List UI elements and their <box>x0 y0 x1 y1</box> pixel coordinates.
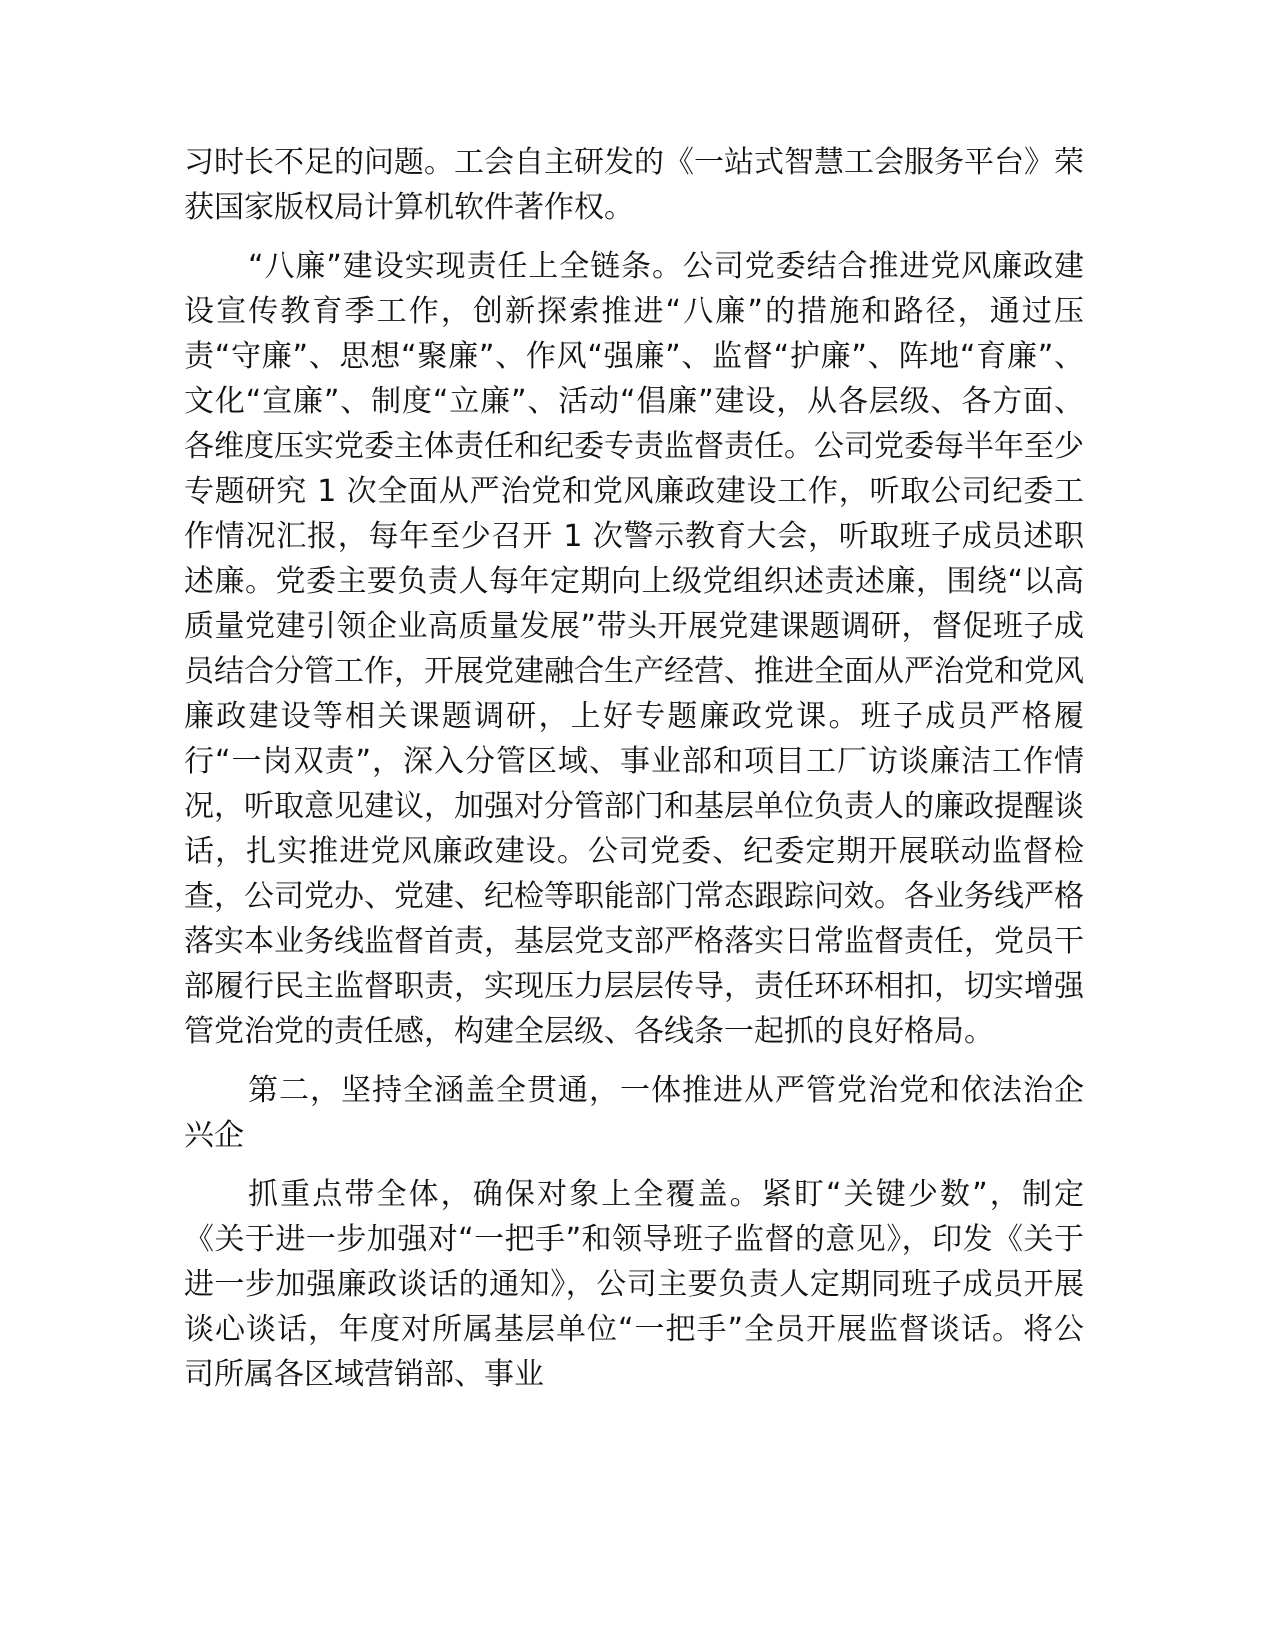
section-heading-second: 第二，坚持全涵盖全贯通，一体推进从严管党治党和依法治企兴企 <box>184 1073 1084 1153</box>
document-body <box>184 140 1084 1411</box>
paragraph-continuation: 习时长不足的问题。工会自主研发的《一站式智慧工会服务平台》荣获国家版权局计算机软件著作权。 <box>184 145 1084 225</box>
paragraph-key-focus: 抓重点带全体，确保对象上全覆盖。紧盯“关键少数”，制定《关于进一步加强对“一把手”和领导班子监督的意见》，印发《关于进一步加强廉政谈话的通知》，公司主要负责人定期同班子成员开展谈心谈话，年度对所属基层单位“一把手”全员开展监督谈话。将公司所属各区域营销部、事业 <box>184 1177 1084 1392</box>
paragraph-ba-lian: “八廉”建设实现责任上全链条。公司党委结合推进党风廉政建设宣传教育季工作，创新探索推进“八廉”的措施和路径，通过压责“守廉”、思想“聚廉”、作风“强廉”、监督“护廉”、阵地“育廉”、文化“宣廉”、制度“立廉”、活动“倡廉”建设，从各层级、各方面、各维度压实党委主体责任和纪委专责监督责任。公司党委每半年至少专题研究 1 次全面从严治党和党风廉政建设工作，听取公司纪委工作情况汇报，每年至少召开 1 次警示教育大会，听取班子成员述职述廉。党委主要负责人每年定期向上级党组织述责述廉，围绕“以高质量党建引领企业高质量发展”带头开展党建课题调研，督促班子成员结合分管工作，开展党建融合生产经营、推进全面从严治党和党风廉政建设等相关课题调研，上好专题廉政党课。班子成员严格履行“一岗双责”，深入分管区域、事业部和项目工厂访谈廉洁工作情况，听取意见建议，加强对分管部门和基层单位负责人的廉政提醒谈话，扎实推进党风廉政建设。公司党委、纪委定期开展联动监督检查，公司党办、党建、纪检等职能部门常态跟踪问效。各业务线严格落实本业务线监督首责，基层党支部严格落实日常监督责任，党员干部履行民主监督职责，实现压力层层传导，责任环环相扣，切实增强管党治党的责任感，构建全层级、各线条一起抓的良好格局。 <box>184 249 1084 1049</box>
